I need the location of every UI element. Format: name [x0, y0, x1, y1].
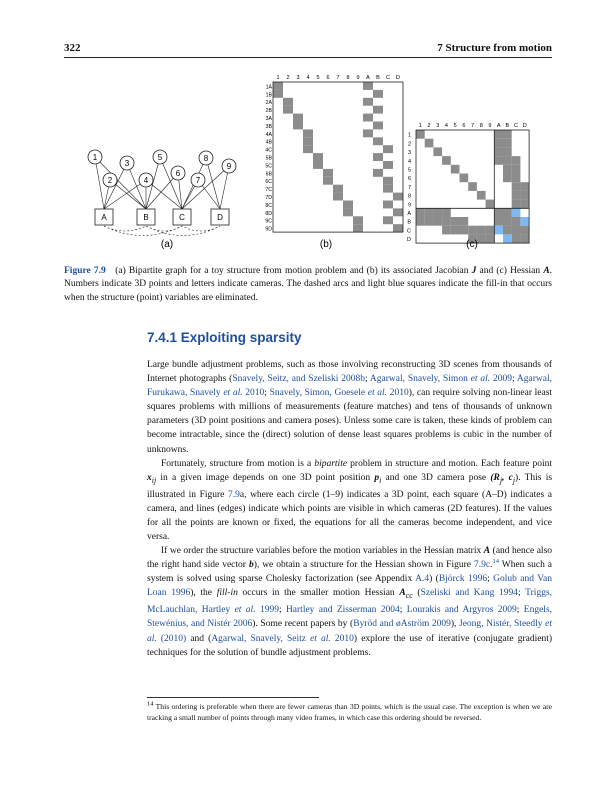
citation[interactable]: Byröd and øAström 2009 [353, 619, 451, 630]
hessian-nonzero-cell [442, 208, 451, 217]
hessian-nonzero-cell [520, 182, 529, 191]
hessian-nonzero-cell [503, 174, 512, 183]
hessian-fill-in-cell [520, 217, 529, 226]
hessian-row-label: A [407, 211, 411, 217]
hessian-nonzero-cell [494, 147, 503, 156]
hessian-col-label: A [496, 123, 501, 129]
jacobian-nonzero-cell [333, 185, 343, 193]
jacobian-nonzero-cell [363, 129, 373, 137]
jacobian-nonzero-cell [343, 208, 353, 216]
jacobian-row-label: 2B [265, 108, 272, 115]
hessian-nonzero-cell [486, 234, 495, 243]
jacobian-row-label: 6B [265, 171, 272, 178]
jacobian-nonzero-cell [293, 114, 303, 122]
hessian-col-label: 9 [488, 123, 492, 129]
jacobian-col-label: B [376, 75, 380, 81]
panel-label-c: (c) [466, 239, 478, 250]
hessian-nonzero-cell [503, 208, 512, 217]
jacobian-nonzero-cell [393, 224, 403, 232]
hessian-nonzero-cell [494, 130, 503, 139]
visibility-edge [206, 158, 220, 209]
jacobian-col-label: 5 [316, 75, 320, 81]
jacobian-row-label: 1A [265, 84, 272, 91]
hessian-nonzero-cell [512, 200, 521, 209]
hessian-nonzero-cell [512, 182, 521, 191]
jacobian-row-label: 1B [265, 92, 272, 99]
citation[interactable]: Agarwal, Snavely, Seitz et al. 2010 [211, 633, 354, 644]
jacobian-nonzero-cell [363, 98, 373, 106]
hessian-nonzero-cell [512, 174, 521, 183]
citation[interactable]: Engels, Stewénius, and Nistér 2006 [147, 605, 553, 630]
jacobian-nonzero-cell [373, 90, 383, 98]
footnote-mark[interactable]: 14 [492, 558, 499, 566]
figure-label[interactable]: Figure 7.9 [64, 266, 106, 276]
jacobian-nonzero-cell [273, 90, 283, 98]
jacobian-nonzero-cell [303, 129, 313, 137]
hessian-row-label: 7 [407, 184, 411, 191]
hessian-nonzero-cell [512, 234, 521, 243]
hessian-col-label: 1 [418, 123, 422, 129]
point-node-label: 6 [175, 169, 181, 178]
hessian-nonzero-cell [494, 208, 503, 217]
hessian-nonzero-cell [460, 217, 469, 226]
hessian-nonzero-cell [520, 200, 529, 209]
citation[interactable]: Triggs, McLauchlan, Hartley et al. 1999 [147, 588, 553, 616]
hessian-col-label: 5 [453, 123, 457, 129]
jacobian-nonzero-cell [313, 153, 323, 161]
jacobian-nonzero-cell [373, 169, 383, 177]
hessian-nonzero-cell [425, 139, 434, 148]
hessian-col-label: D [522, 123, 527, 129]
footnote-rule [147, 697, 319, 698]
jacobian-nonzero-cell [373, 122, 383, 130]
citation[interactable]: Hartley and Zisserman 2004 [285, 605, 400, 616]
jacobian-col-label: 7 [336, 75, 340, 81]
footnote-number: 14 [147, 700, 154, 708]
hessian-nonzero-cell [512, 165, 521, 174]
visibility-edge [182, 166, 229, 209]
citation[interactable]: Golub and Van Loan 1996 [147, 574, 553, 599]
jacobian-nonzero-cell [333, 193, 343, 201]
citation[interactable]: Agarwal, Furukawa, Snavely et al. 2010 [147, 374, 553, 399]
hessian-nonzero-cell [512, 156, 521, 165]
caption-text: (a) Bipartite graph for a toy structure from motion problem and (b) its associated Jacobian [115, 266, 469, 276]
hessian-nonzero-cell [503, 139, 512, 148]
camera-node-label: D [217, 213, 223, 222]
caption-text: . Numbers indicate 3D points and letters indicate cameras. The dashed arcs and light blue squares indicate the fill-in that occurs when the structure (point) variables are eliminated. [64, 266, 553, 303]
figure-caption [64, 265, 552, 305]
hessian-col-label: B [505, 123, 510, 129]
jacobian-matrix [265, 75, 403, 233]
hessian-row-label: 6 [407, 176, 411, 183]
hessian-nonzero-cell [512, 217, 521, 226]
citation[interactable]: Szeliski and Kang 1994 [420, 588, 519, 599]
caption-var-j: J [471, 266, 477, 276]
jacobian-nonzero-cell [363, 82, 373, 90]
hessian-nonzero-cell [520, 226, 529, 235]
bipartite-graph [88, 150, 236, 236]
hessian-nonzero-cell [477, 234, 486, 243]
figure-7-9 [0, 0, 614, 260]
jacobian-nonzero-cell [393, 193, 403, 201]
visibility-edge [160, 157, 182, 209]
figure-ref[interactable]: 7.9c [473, 560, 491, 571]
hessian-nonzero-cell [416, 208, 425, 217]
hessian-nonzero-cell [503, 217, 512, 226]
hessian-nonzero-cell [460, 226, 469, 235]
jacobian-nonzero-cell [353, 224, 363, 232]
jacobian-row-label: 8D [265, 210, 272, 217]
citation[interactable]: Agarwal, Snavely, Simon et al. 2009 [369, 374, 512, 385]
hessian-row-label: 4 [407, 158, 411, 165]
jacobian-col-label: 3 [296, 75, 300, 81]
footnote-text: This ordering is preferable when there are fewer cameras than 3D points, which is the usual case. The exception is when we are tracking a small number of points through many video frames, in which case this ordering should be reversed. [147, 702, 552, 722]
citation[interactable]: Snavely, Seitz, and Szeliski 2008b [232, 374, 365, 385]
hessian-nonzero-cell [477, 191, 486, 200]
hessian-nonzero-cell [451, 217, 460, 226]
hessian-nonzero-cell [416, 130, 425, 139]
hessian-row-label: 1 [407, 132, 411, 139]
jacobian-nonzero-cell [353, 216, 363, 224]
jacobian-nonzero-cell [393, 208, 403, 216]
paragraph-3: If we order the structure variables before the motion variables in the Hessian matrix A (and hence also the right hand side vector b), we obtain a structure for the Hessian shown in Figure 7.9c.$^{14}$ When such a system is solved using sparse Cholesky factorization (see Appendix A.4) (Björck 1996; Golub and Van Loan 1996), the fill-in occurs in the smaller motion Hessian $A_{cc}$ (Szeliski and Kang 1994; Triggs, McLauchlan, Hartley et al. 1999; Hartley and Zisserman 2004; Lourakis and Argyros 2009; Engels, Stewénius, and Nistér 2006). Some recent papers by (Byröd and øAström 2009), Jeong, Nistér, Steedly et al. (2010) and (Agarwal, Snavely, Seitz et al. 2010) explore the use of iterative (conjugate gradient) techniques for the solution of bundle adjustment problems. [147, 546, 553, 658]
jacobian-nonzero-cell [383, 185, 393, 193]
hessian-nonzero-cell [477, 226, 486, 235]
jacobian-nonzero-cell [373, 153, 383, 161]
jacobian-nonzero-cell [373, 106, 383, 114]
hessian-nonzero-cell [494, 217, 503, 226]
hessian-col-label: 4 [444, 123, 448, 129]
jacobian-col-label: 1 [276, 75, 280, 81]
hessian-nonzero-cell [468, 226, 477, 235]
hessian-nonzero-cell [503, 130, 512, 139]
camera-node-label: C [179, 213, 185, 222]
panel-label-a: (a) [160, 239, 174, 250]
jacobian-nonzero-cell [323, 169, 333, 177]
footnote [147, 701, 552, 723]
jacobian-nonzero-cell [303, 137, 313, 145]
citation[interactable]: Björck 1996 [438, 574, 488, 585]
camera-node-label: B [143, 213, 149, 222]
paragraph-2: Fortunately, structure from motion is a bipartite problem in structure and motion. Each feature point $x_{ij}$ in a given image depends on one 3D point position $p_i$ and one 3D camera pose ($R_j$, $c_j$). This is illustrated in Figure 7.9a, where each circle (1–9) indicates a 3D point, each square (A–D) indicates a camera, and lines (edges) indicate which points are visible in which cameras (2D features). If the values for all the points are known or fixed, the equations for all the cameras become independent, and vice versa. [147, 458, 553, 543]
jacobian-row-label: 6C [265, 179, 272, 186]
hessian-nonzero-cell [486, 200, 495, 209]
jacobian-nonzero-cell [383, 145, 393, 153]
section-heading: 7.4.1 Exploiting sparsity [147, 330, 302, 345]
jacobian-row-label: 4A [265, 131, 272, 138]
hessian-nonzero-cell [442, 156, 451, 165]
hessian-nonzero-cell [520, 191, 529, 200]
hessian-nonzero-cell [433, 217, 442, 226]
caption-var-a: A [543, 266, 550, 276]
jacobian-row-label: 3A [265, 116, 272, 122]
jacobian-col-label: A [366, 75, 370, 81]
jacobian-col-label: 8 [346, 75, 350, 81]
jacobian-col-label: 9 [356, 75, 360, 81]
hessian-fill-in-cell [494, 226, 503, 235]
jacobian-row-label: 2A [265, 100, 272, 107]
jacobian-col-label: 2 [286, 75, 290, 81]
figure-ref[interactable]: 7.9 [228, 489, 240, 500]
jacobian-row-label: 9C [265, 218, 272, 225]
hessian-col-label: 8 [479, 123, 483, 129]
hessian-fill-in-cell [512, 208, 521, 217]
hessian-nonzero-cell [520, 234, 529, 243]
hessian-col-label: 2 [427, 123, 431, 129]
panel-label-b: (b) [319, 239, 333, 250]
jacobian-nonzero-cell [373, 137, 383, 145]
jacobian-col-label: D [396, 75, 400, 81]
point-node-label: 4 [143, 176, 149, 185]
chapter-title: 7 Structure from motion [437, 42, 552, 54]
jacobian-nonzero-cell [293, 122, 303, 130]
hessian-nonzero-cell [451, 165, 460, 174]
jacobian-nonzero-cell [383, 201, 393, 209]
jacobian-nonzero-cell [323, 177, 333, 185]
hessian-nonzero-cell [468, 182, 477, 191]
hessian-col-label: 6 [462, 123, 466, 129]
hessian-row-label: B [407, 219, 411, 226]
hessian-row-label: 3 [407, 150, 411, 157]
hessian-matrix [407, 123, 529, 243]
jacobian-nonzero-cell [283, 106, 293, 114]
hessian-nonzero-cell [486, 226, 495, 235]
hessian-nonzero-cell [512, 226, 521, 235]
point-node-label: 3 [124, 159, 130, 168]
caption-text: and (c) Hessian [479, 266, 541, 276]
point-node-label: 5 [157, 153, 163, 162]
jacobian-nonzero-cell [273, 82, 283, 90]
jacobian-row-label: 5C [265, 163, 272, 170]
hessian-nonzero-cell [451, 226, 460, 235]
hessian-nonzero-cell [503, 156, 512, 165]
jacobian-row-label: 4C [265, 147, 272, 154]
jacobian-row-label: 7D [265, 195, 272, 201]
hessian-nonzero-cell [503, 226, 512, 235]
jacobian-nonzero-cell [343, 201, 353, 209]
hessian-nonzero-cell [494, 156, 503, 165]
hessian-row-label: 8 [407, 193, 411, 200]
hessian-nonzero-cell [503, 165, 512, 174]
hessian-nonzero-cell [425, 208, 434, 217]
jacobian-row-label: 5B [265, 155, 272, 162]
hessian-nonzero-cell [442, 226, 451, 235]
jacobian-nonzero-cell [283, 98, 293, 106]
hessian-nonzero-cell [494, 139, 503, 148]
jacobian-nonzero-cell [363, 114, 373, 122]
citation[interactable]: Lourakis and Argyros 2009 [406, 605, 517, 616]
jacobian-nonzero-cell [383, 216, 393, 224]
hessian-nonzero-cell [433, 208, 442, 217]
jacobian-nonzero-cell [313, 161, 323, 169]
hessian-col-label: 3 [436, 123, 440, 129]
point-node-label: 2 [107, 176, 113, 185]
jacobian-row-label: 7C [265, 187, 272, 194]
hessian-nonzero-cell [512, 191, 521, 200]
hessian-nonzero-cell [425, 217, 434, 226]
body-text [147, 358, 552, 660]
point-node-label: 8 [203, 154, 209, 163]
hessian-nonzero-cell [416, 217, 425, 226]
hessian-nonzero-cell [503, 147, 512, 156]
hessian-row-label: D [407, 237, 411, 244]
jacobian-row-label: 8C [265, 202, 272, 209]
jacobian-col-label: 6 [326, 75, 330, 81]
appendix-ref[interactable]: A.4 [415, 574, 430, 585]
citation[interactable]: Snavely, Simon, Goesele et al. 2010 [269, 388, 409, 399]
hessian-col-label: 7 [471, 123, 475, 129]
point-node-label: 1 [92, 153, 98, 162]
jacobian-row-label: 3B [265, 123, 272, 130]
jacobian-col-label: C [386, 75, 390, 81]
hessian-row-label: 2 [407, 141, 411, 148]
jacobian-nonzero-cell [383, 161, 393, 169]
citation[interactable]: Jeong, Nistér, Steedly et al. (2010) [147, 619, 553, 644]
jacobian-row-label: 4B [265, 139, 272, 146]
jacobian-row-label: 9D [265, 226, 272, 233]
fill-in-arcs [104, 226, 220, 236]
hessian-row-label: 5 [407, 167, 411, 174]
hessian-fill-in-cell [503, 234, 512, 243]
hessian-nonzero-cell [442, 217, 451, 226]
hessian-row-label: C [407, 228, 411, 235]
hessian-col-label: C [514, 123, 519, 129]
hessian-nonzero-cell [433, 147, 442, 156]
jacobian-nonzero-cell [303, 145, 313, 153]
point-node-label: 7 [195, 176, 201, 185]
hessian-nonzero-cell [460, 174, 469, 183]
page-number: 322 [64, 42, 81, 54]
jacobian-col-label: 4 [306, 75, 310, 81]
point-node-label: 9 [226, 162, 232, 171]
hessian-row-label: 9 [407, 202, 411, 209]
jacobian-nonzero-cell [383, 177, 393, 185]
camera-node-label: A [101, 213, 107, 222]
paragraph-1: Large bundle adjustment problems, such as those involving reconstructing 3D scenes from thousands of Internet photographs (Snavely, Seitz, and Szeliski 2008b; Agarwal, Snavely, Simon et al. 2009; Agarwal, Furukawa, Snavely et al. 2010; Snavely, Simon, Goesele et al. 2010), can require solving non-linear least squares problems with millions of measurements (feature matches) and tens of thousands of unknown parameters (3D point positions and camera poses). Unless some care is taken, these kinds of problem can become intractable, since the (direct) solution of dense least squares problems is cubic in the number of unknowns. [147, 360, 553, 455]
